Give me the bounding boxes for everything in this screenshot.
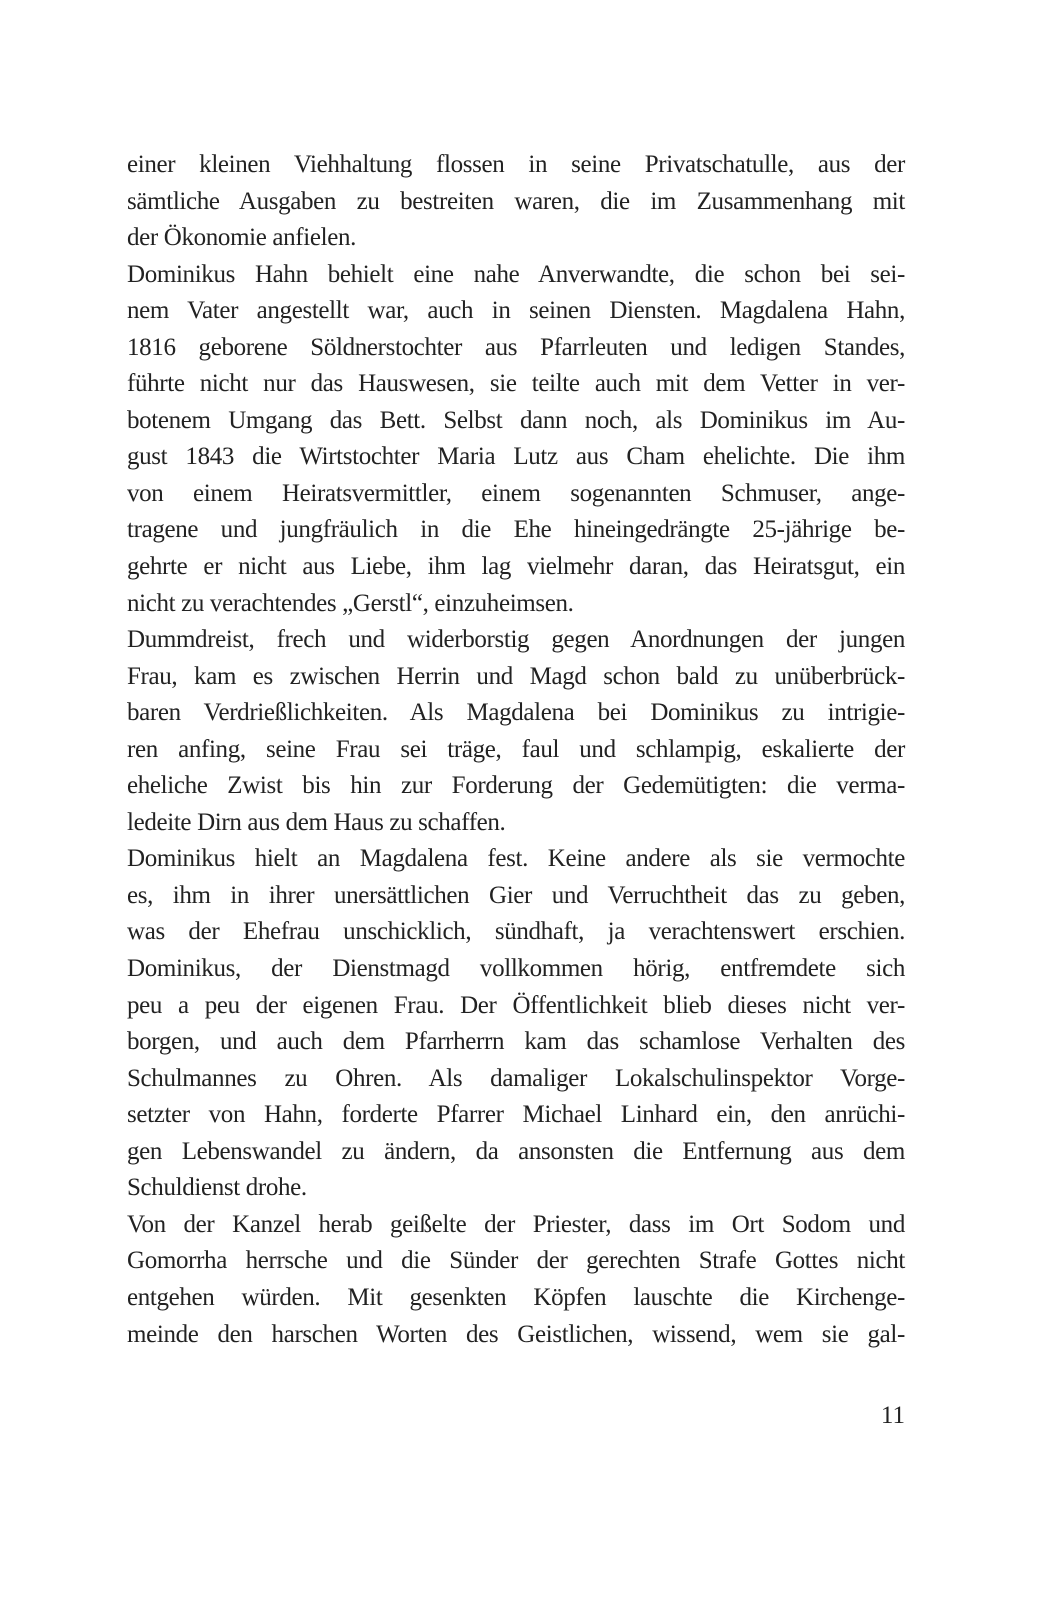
text-line: Gomorrha herrsche und die Sünder der gerechten Strafe Gottes nicht <box>127 1247 905 1275</box>
text-line: gust 1843 die Wirtstochter Maria Lutz aus Cham ehelichte. Die ihm <box>127 443 905 471</box>
text-line: baren Verdrießlichkeiten. Als Magdalena bei Dominikus zu intrigie- <box>127 699 905 727</box>
text-line: Dominikus Hahn behielt eine nahe Anverwandte, die schon bei sei- <box>127 260 905 288</box>
text-line: gen Lebenswandel zu ändern, da ansonsten die Entfernung aus dem <box>127 1137 905 1165</box>
text-line: der Ökonomie anfielen. <box>127 224 357 252</box>
text-line: borgen, und auch dem Pfarrherrn kam das schamlose Verhalten des <box>127 1028 905 1056</box>
text-line: sämtliche Ausgaben zu bestreiten waren, die im Zusammenhang mit <box>127 187 905 215</box>
text-line: entgehen würden. Mit gesenkten Köpfen lauschte die Kirchenge- <box>127 1283 905 1311</box>
text-line: von einem Heiratsvermittler, einem sogenannten Schmuser, ange- <box>127 479 905 507</box>
text-line: ledeite Dirn aus dem Haus zu schaffen. <box>127 808 506 836</box>
text-line: einer kleinen Viehhaltung flossen in seine Privatschatulle, aus der <box>127 151 905 178</box>
text-line: Dominikus, der Dienstmagd vollkommen hörig, entfremdete sich <box>127 955 905 983</box>
text-line: botenem Umgang das Bett. Selbst dann noch, als Dominikus im Au- <box>127 406 905 434</box>
text-line: führte nicht nur das Hauswesen, sie teilte auch mit dem Vetter in ver- <box>127 370 905 398</box>
text-line: Schulmannes zu Ohren. Als damaliger Lokalschulinspektor Vorge- <box>127 1064 905 1092</box>
text-line: nicht zu verachtendes „Gerstl“, einzuheimsen. <box>127 589 574 617</box>
text-line: Dominikus hielt an Magdalena fest. Keine andere als sie vermochte <box>127 845 905 873</box>
text-line: meinde den harschen Worten des Geistlichen, wissend, wem sie gal- <box>127 1320 905 1348</box>
text-line: nem Vater angestellt war, auch in seinen Diensten. Magdalena Hahn, <box>127 297 905 325</box>
text-line: eheliche Zwist bis hin zur Forderung der Gedemütigten: die verma- <box>127 772 905 800</box>
body-text <box>127 147 905 1353</box>
text-line: Von der Kanzel herab geißelte der Priester, dass im Ort Sodom und <box>127 1210 905 1238</box>
text-line: Dummdreist, frech und widerborstig gegen Anordnungen der jungen <box>127 626 905 654</box>
text-line: was der Ehefrau unschicklich, sündhaft, ja verachtenswert erschien. <box>127 918 905 946</box>
text-line: tragene und jungfräulich in die Ehe hineingedrängte 25-jährige be- <box>127 516 905 544</box>
text-line: ren anfing, seine Frau sei träge, faul und schlampig, eskalierte der <box>127 735 905 763</box>
text-line: peu a peu der eigenen Frau. Der Öffentlichkeit blieb dieses nicht ver- <box>127 991 905 1019</box>
text-line: setzter von Hahn, forderte Pfarrer Michael Linhard ein, den anrüchi- <box>127 1101 905 1129</box>
text-line: es, ihm in ihrer unersättlichen Gier und Verruchtheit das zu geben, <box>127 881 905 909</box>
text-line: Schuldienst drohe. <box>127 1174 307 1202</box>
text-line: 1816 geborene Söldnerstochter aus Pfarrleuten und ledigen Standes, <box>127 333 905 361</box>
page-number: 11 <box>880 1402 905 1429</box>
text-line: gehrte er nicht aus Liebe, ihm lag vielmehr daran, das Heiratsgut, ein <box>127 553 905 581</box>
text-line: Frau, kam es zwischen Herrin und Magd schon bald zu unüberbrück- <box>127 662 905 690</box>
